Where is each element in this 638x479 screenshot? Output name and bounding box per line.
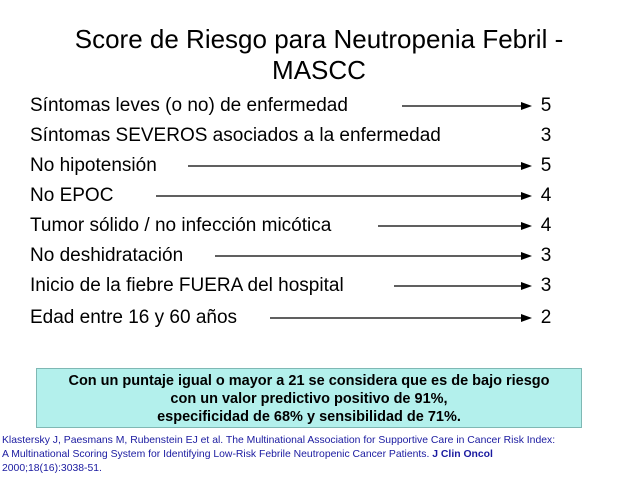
criterion-score: 5 xyxy=(540,95,552,116)
criterion-row xyxy=(30,92,610,120)
criterion-row xyxy=(30,242,610,270)
criterion-label: Síntomas leves (o no) de enfermedad xyxy=(30,95,348,116)
reference-citation xyxy=(2,434,636,476)
reference-line1: Klastersky J, Paesmans M, Rubenstein EJ et al. The Multinational Association for Supportive Care in Cancer Risk Index: xyxy=(2,435,556,446)
criterion-row xyxy=(30,152,610,180)
criterion-score: 4 xyxy=(540,215,552,236)
criterion-row xyxy=(30,182,610,210)
slide-title-line1: Score de Riesgo para Neutropenia Febril - xyxy=(74,24,564,54)
criterion-score: 5 xyxy=(540,155,552,176)
slide-title-line2: MASCC xyxy=(272,55,366,85)
criterion-row xyxy=(30,212,610,240)
criterion-label: Tumor sólido / no infección micótica xyxy=(30,215,332,236)
criterion-score: 3 xyxy=(540,275,552,296)
criterion-row xyxy=(30,272,610,300)
criterion-label: No EPOC xyxy=(30,185,114,206)
reference-line3: 2000;18(16):3038-51. xyxy=(2,463,102,474)
reference-journal: J Clin Oncol xyxy=(432,449,493,460)
arrow-right-icon xyxy=(215,250,532,262)
criterion-score: 2 xyxy=(540,307,552,328)
criterion-label: No deshidratación xyxy=(30,245,184,266)
criterion-label: Síntomas SEVEROS asociados a la enfermedad xyxy=(30,125,441,146)
criterion-label: No hipotensión xyxy=(30,155,157,176)
summary-line2: con un valor predictivo positivo de 91%, xyxy=(170,391,448,407)
criterion-label: Edad entre 16 y 60 años xyxy=(30,307,238,328)
arrow-right-icon xyxy=(394,280,532,292)
slide-title xyxy=(30,24,608,86)
summary-box xyxy=(36,368,582,428)
arrow-right-icon xyxy=(378,220,532,232)
criterion-label: Inicio de la fiebre FUERA del hospital xyxy=(30,275,344,296)
reference-line2 xyxy=(2,448,636,462)
criterion-score: 3 xyxy=(540,245,552,266)
criterion-score: 3 xyxy=(540,125,552,146)
criterion-row xyxy=(30,122,610,150)
reference-line2-text: A Multinational Scoring System for Identifying Low-Risk Febrile Neutropenic Cancer Patients. xyxy=(2,449,430,460)
arrow-right-icon xyxy=(402,100,532,112)
summary-line1: Con un puntaje igual o mayor a 21 se considera que es de bajo riesgo xyxy=(68,373,550,389)
criterion-score: 4 xyxy=(540,185,552,206)
summary-line3: especificidad de 68% y sensibilidad de 71%. xyxy=(157,409,461,425)
arrow-right-icon xyxy=(156,190,532,202)
arrow-right-icon xyxy=(270,312,532,324)
arrow-right-icon xyxy=(188,160,532,172)
criterion-row xyxy=(30,304,610,332)
